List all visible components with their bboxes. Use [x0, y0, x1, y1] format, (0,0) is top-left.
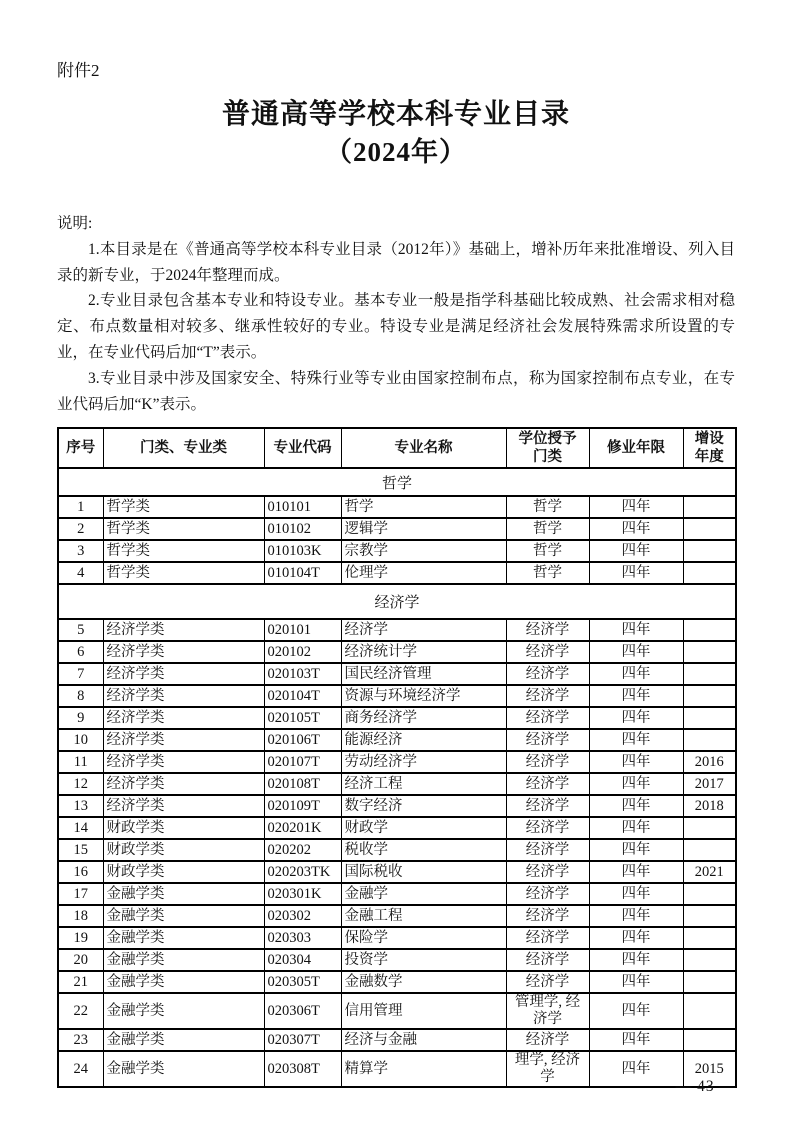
cell-degree: 经济学 [506, 927, 589, 949]
cell-category: 金融学类 [103, 927, 264, 949]
cell-year-added [683, 905, 736, 927]
cell-degree: 经济学 [506, 905, 589, 927]
table-row [58, 993, 736, 1029]
cell-no: 21 [58, 971, 103, 993]
cell-code: 020302 [264, 905, 341, 927]
cell-years: 四年 [589, 685, 683, 707]
cell-no: 9 [58, 707, 103, 729]
cell-degree: 经济学 [506, 641, 589, 663]
cell-no: 16 [58, 861, 103, 883]
cell-years: 四年 [589, 562, 683, 584]
col-header-no: 序号 [58, 428, 103, 468]
cell-years: 四年 [589, 795, 683, 817]
cell-name: 宗教学 [341, 540, 506, 562]
cell-year-added: 2018 [683, 795, 736, 817]
cell-year-added [683, 663, 736, 685]
cell-name: 商务经济学 [341, 707, 506, 729]
cell-year-added [683, 949, 736, 971]
cell-no: 18 [58, 905, 103, 927]
cell-degree: 经济学 [506, 949, 589, 971]
cell-category: 哲学类 [103, 496, 264, 518]
cell-degree: 哲学 [506, 540, 589, 562]
cell-years: 四年 [589, 729, 683, 751]
cell-code: 020308T [264, 1051, 341, 1087]
cell-year-added [683, 927, 736, 949]
cell-name: 伦理学 [341, 562, 506, 584]
cell-year-added: 2015 [683, 1051, 736, 1087]
cell-code: 020306T [264, 993, 341, 1029]
cell-name: 数字经济 [341, 795, 506, 817]
table-row [58, 861, 736, 883]
cell-category: 经济学类 [103, 751, 264, 773]
cell-name: 税收学 [341, 839, 506, 861]
cell-year-added [683, 1029, 736, 1051]
table-row [58, 839, 736, 861]
col-header-category: 门类、专业类 [103, 428, 264, 468]
section-title: 经济学 [58, 584, 736, 619]
table-row [58, 729, 736, 751]
cell-category: 金融学类 [103, 971, 264, 993]
cell-no: 17 [58, 883, 103, 905]
cell-code: 020105T [264, 707, 341, 729]
table-header-row [58, 428, 736, 468]
table-row [58, 562, 736, 584]
cell-years: 四年 [589, 707, 683, 729]
cell-code: 010104T [264, 562, 341, 584]
cell-category: 金融学类 [103, 905, 264, 927]
cell-code: 020203TK [264, 861, 341, 883]
cell-year-added [683, 729, 736, 751]
major-catalog-table [57, 427, 737, 1088]
cell-degree: 哲学 [506, 518, 589, 540]
cell-years: 四年 [589, 927, 683, 949]
cell-year-added [683, 707, 736, 729]
cell-code: 020307T [264, 1029, 341, 1051]
cell-code: 020304 [264, 949, 341, 971]
cell-years: 四年 [589, 619, 683, 641]
cell-year-added: 2021 [683, 861, 736, 883]
cell-code: 020107T [264, 751, 341, 773]
cell-year-added [683, 562, 736, 584]
table-row [58, 905, 736, 927]
cell-years: 四年 [589, 883, 683, 905]
cell-category: 金融学类 [103, 949, 264, 971]
document-subtitle: （2024年） [325, 137, 467, 167]
cell-category: 经济学类 [103, 619, 264, 641]
section-title: 哲学 [58, 468, 736, 496]
cell-name: 劳动经济学 [341, 751, 506, 773]
cell-name: 资源与环境经济学 [341, 685, 506, 707]
table-row [58, 1029, 736, 1051]
cell-name: 国民经济管理 [341, 663, 506, 685]
cell-degree: 经济学 [506, 707, 589, 729]
cell-code: 010101 [264, 496, 341, 518]
cell-year-added [683, 619, 736, 641]
cell-years: 四年 [589, 1029, 683, 1051]
cell-name: 投资学 [341, 949, 506, 971]
cell-year-added [683, 839, 736, 861]
cell-year-added: 2016 [683, 751, 736, 773]
cell-name: 财政学 [341, 817, 506, 839]
cell-no: 20 [58, 949, 103, 971]
cell-years: 四年 [589, 905, 683, 927]
cell-no: 10 [58, 729, 103, 751]
cell-code: 020104T [264, 685, 341, 707]
cell-name: 经济统计学 [341, 641, 506, 663]
cell-year-added [683, 993, 736, 1029]
cell-years: 四年 [589, 641, 683, 663]
cell-degree: 经济学 [506, 773, 589, 795]
cell-category: 财政学类 [103, 817, 264, 839]
cell-category: 经济学类 [103, 795, 264, 817]
cell-code: 020109T [264, 795, 341, 817]
cell-degree: 经济学 [506, 861, 589, 883]
cell-name: 哲学 [341, 496, 506, 518]
cell-no: 3 [58, 540, 103, 562]
cell-category: 哲学类 [103, 518, 264, 540]
cell-year-added [683, 685, 736, 707]
cell-degree: 经济学 [506, 839, 589, 861]
section-row [58, 584, 736, 619]
cell-year-added: 2017 [683, 773, 736, 795]
table-row [58, 971, 736, 993]
cell-degree: 经济学 [506, 817, 589, 839]
table-row [58, 795, 736, 817]
attachment-label: 附件2 [57, 61, 100, 80]
table-row [58, 496, 736, 518]
cell-year-added [683, 540, 736, 562]
table-row [58, 641, 736, 663]
document-title: 普通高等学校本科专业目录 [221, 99, 570, 130]
table-row [58, 949, 736, 971]
table-row [58, 663, 736, 685]
table-row [58, 518, 736, 540]
cell-no: 11 [58, 751, 103, 773]
cell-no: 2 [58, 518, 103, 540]
cell-no: 14 [58, 817, 103, 839]
cell-code: 020103T [264, 663, 341, 685]
cell-code: 010103K [264, 540, 341, 562]
cell-category: 财政学类 [103, 839, 264, 861]
page-number: — 43 — [675, 1078, 736, 1095]
cell-name: 经济工程 [341, 773, 506, 795]
cell-no: 22 [58, 993, 103, 1029]
cell-name: 信用管理 [341, 993, 506, 1029]
cell-years: 四年 [589, 861, 683, 883]
notes-section [57, 211, 735, 417]
cell-no: 12 [58, 773, 103, 795]
cell-no: 4 [58, 562, 103, 584]
cell-year-added [683, 641, 736, 663]
table-row [58, 817, 736, 839]
section-row [58, 468, 736, 496]
cell-name: 能源经济 [341, 729, 506, 751]
cell-code: 020101 [264, 619, 341, 641]
cell-year-added [683, 496, 736, 518]
cell-degree: 哲学 [506, 496, 589, 518]
cell-years: 四年 [589, 1051, 683, 1087]
cell-degree: 经济学 [506, 1029, 589, 1051]
cell-years: 四年 [589, 971, 683, 993]
cell-name: 金融数学 [341, 971, 506, 993]
table-row [58, 685, 736, 707]
cell-year-added [683, 817, 736, 839]
catalog-table-body [58, 468, 736, 1087]
cell-no: 23 [58, 1029, 103, 1051]
cell-category: 金融学类 [103, 1051, 264, 1087]
table-row [58, 1051, 736, 1087]
cell-name: 保险学 [341, 927, 506, 949]
table-row [58, 773, 736, 795]
cell-name: 国际税收 [341, 861, 506, 883]
cell-category: 经济学类 [103, 729, 264, 751]
cell-years: 四年 [589, 949, 683, 971]
cell-no: 7 [58, 663, 103, 685]
cell-years: 四年 [589, 839, 683, 861]
note-item-3: 3.专业目录中涉及国家安全、特殊行业等专业由国家控制布点，称为国家控制布点专业，在专业代码后加“K”表示。 [57, 369, 735, 413]
cell-name: 金融学 [341, 883, 506, 905]
cell-code: 020305T [264, 971, 341, 993]
cell-no: 19 [58, 927, 103, 949]
table-row [58, 751, 736, 773]
cell-category: 金融学类 [103, 1029, 264, 1051]
cell-category: 哲学类 [103, 562, 264, 584]
table-row [58, 540, 736, 562]
cell-degree: 经济学 [506, 729, 589, 751]
cell-category: 经济学类 [103, 641, 264, 663]
cell-category: 经济学类 [103, 773, 264, 795]
cell-category: 经济学类 [103, 685, 264, 707]
cell-years: 四年 [589, 496, 683, 518]
cell-code: 010102 [264, 518, 341, 540]
cell-year-added [683, 518, 736, 540]
col-header-degree: 学位授予 门类 [506, 428, 589, 468]
cell-name: 经济学 [341, 619, 506, 641]
cell-code: 020202 [264, 839, 341, 861]
cell-code: 020303 [264, 927, 341, 949]
table-row [58, 707, 736, 729]
cell-name: 精算学 [341, 1051, 506, 1087]
cell-category: 哲学类 [103, 540, 264, 562]
cell-degree: 管理学, 经济学 [506, 993, 589, 1029]
col-header-years: 修业年限 [589, 428, 683, 468]
cell-category: 经济学类 [103, 707, 264, 729]
cell-category: 经济学类 [103, 663, 264, 685]
cell-degree: 哲学 [506, 562, 589, 584]
cell-code: 020106T [264, 729, 341, 751]
cell-degree: 经济学 [506, 619, 589, 641]
cell-code: 020108T [264, 773, 341, 795]
cell-years: 四年 [589, 817, 683, 839]
table-row [58, 883, 736, 905]
cell-no: 1 [58, 496, 103, 518]
notes-heading: 说明: [57, 215, 93, 232]
cell-years: 四年 [589, 540, 683, 562]
cell-year-added [683, 971, 736, 993]
cell-degree: 经济学 [506, 685, 589, 707]
table-row [58, 619, 736, 641]
cell-name: 逻辑学 [341, 518, 506, 540]
cell-degree: 经济学 [506, 795, 589, 817]
cell-no: 8 [58, 685, 103, 707]
cell-category: 金融学类 [103, 993, 264, 1029]
cell-no: 24 [58, 1051, 103, 1087]
table-row [58, 927, 736, 949]
col-header-code: 专业代码 [264, 428, 341, 468]
cell-years: 四年 [589, 751, 683, 773]
cell-degree: 经济学 [506, 663, 589, 685]
cell-no: 13 [58, 795, 103, 817]
cell-name: 经济与金融 [341, 1029, 506, 1051]
cell-degree: 经济学 [506, 751, 589, 773]
note-item-1: 1.本目录是在《普通高等学校本科专业目录（2012年）》基础上，增补历年来批准增设、列入目录的新专业，于2024年整理而成。 [57, 240, 735, 284]
cell-code: 020201K [264, 817, 341, 839]
cell-category: 金融学类 [103, 883, 264, 905]
cell-code: 020102 [264, 641, 341, 663]
cell-degree: 理学, 经济学 [506, 1051, 589, 1087]
col-header-year-added: 增设 年度 [683, 428, 736, 468]
cell-no: 5 [58, 619, 103, 641]
cell-years: 四年 [589, 518, 683, 540]
cell-years: 四年 [589, 993, 683, 1029]
cell-no: 15 [58, 839, 103, 861]
cell-degree: 经济学 [506, 883, 589, 905]
note-item-2: 2.专业目录包含基本专业和特设专业。基本专业一般是指学科基础比较成熟、社会需求相对稳定、布点数量相对较多、继承性较好的专业。特设专业是满足经济社会发展特殊需求所设置的专业，在专业代码后加“T”表示。 [57, 292, 735, 361]
col-header-name: 专业名称 [341, 428, 506, 468]
cell-code: 020301K [264, 883, 341, 905]
cell-no: 6 [58, 641, 103, 663]
cell-name: 金融工程 [341, 905, 506, 927]
cell-year-added [683, 883, 736, 905]
cell-years: 四年 [589, 773, 683, 795]
cell-category: 财政学类 [103, 861, 264, 883]
cell-years: 四年 [589, 663, 683, 685]
cell-degree: 经济学 [506, 971, 589, 993]
